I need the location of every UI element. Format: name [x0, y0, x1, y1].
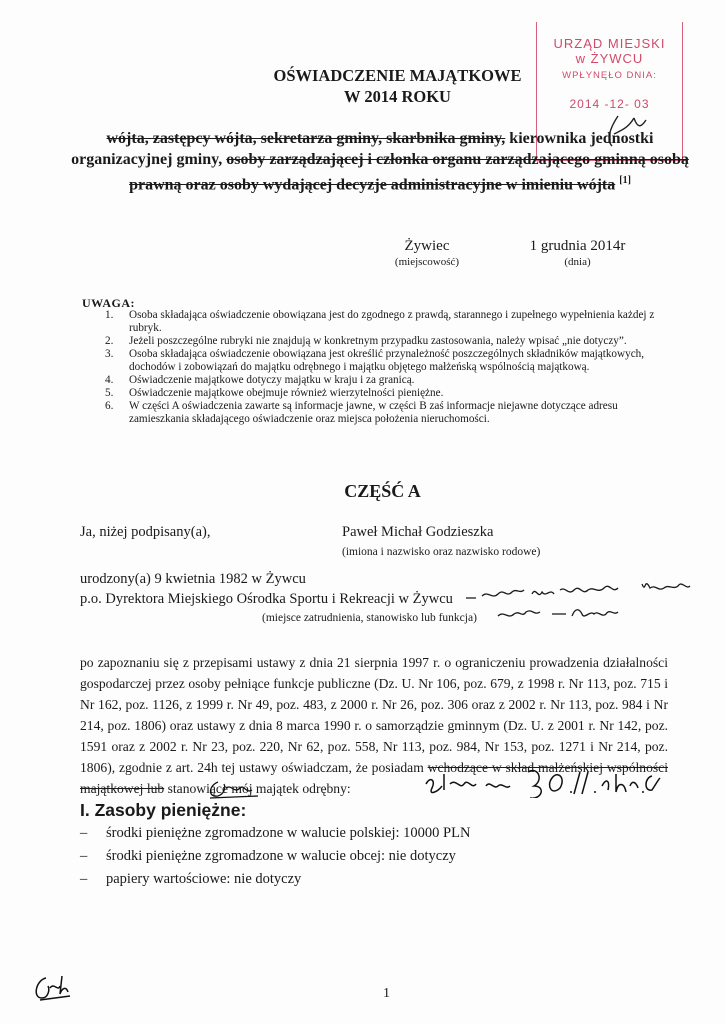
- document-subtitle: W 2014 ROKU: [344, 87, 451, 106]
- cash-resource-item: – papiery wartościowe: nie dotyczy: [80, 868, 470, 891]
- place-caption: (miejscowość): [394, 256, 460, 268]
- declarant-name: Paweł Michał Godzieszka: [342, 524, 494, 540]
- selected-function: kierownika jednostki organizacyjnej gminy,: [71, 130, 654, 168]
- notice-item: [105, 374, 665, 387]
- notice-item-number: 5.: [105, 387, 114, 399]
- notice-item: [105, 335, 665, 348]
- footnote-marker: [1]: [619, 175, 631, 186]
- place-field: [382, 238, 472, 268]
- notice-item-text: Oświadczenie majątkowe obejmuje również wierzytelności pieniężne.: [129, 387, 444, 399]
- place-city: Żywiec: [404, 238, 450, 254]
- notice-item-number: 6.: [105, 400, 114, 412]
- notice-item-text: Osoba składająca oświadczenie obowiązana jest określić przynależność poszczególnych składników majątkowych, dochodów i zobowiązań do majątku odrębnego i majątku objętego małżeńską wspólnością majątkową.: [129, 348, 645, 373]
- notice-item: [105, 348, 665, 374]
- cash-resource-item: – środki pieniężne zgromadzone w walucie polskiej: 10000 PLN: [80, 822, 470, 845]
- notice-item-number: 2.: [105, 335, 114, 347]
- notice-item: [105, 309, 665, 335]
- notice-item: [105, 387, 665, 400]
- date-caption: (dnia): [564, 256, 591, 268]
- notice-item-text: Osoba składająca oświadczenie obowiązana jest do zgodnego z prawdą, starannego i zupełnego wypełnienia każdej z rubryk.: [129, 309, 655, 334]
- notice-item-number: 4.: [105, 374, 114, 386]
- notice-item-text: Jeżeli poszczególne rubryki nie znajdują w konkretnym przypadku zastosowania, należy wpisać „nie dotyczy”.: [129, 335, 627, 347]
- stamp-line-3: WPŁYNĘŁO DNIA:: [562, 70, 657, 81]
- part-a-heading: CZĘŚĆ A: [344, 481, 421, 501]
- struck-functions-2: osoby zarządzającej i członka organu zarządzającego gminną osobą prawną oraz osoby wydającej decyzje administracyjne w imieniu wójta: [129, 151, 689, 194]
- paragraph-end: stanowiące mój majątek odrębny:: [167, 781, 351, 796]
- struck-functions-1: wójta, zastępcy wójta, sekretarza gminy, skarbnika gminy,: [106, 130, 506, 147]
- document-title: OŚWIADCZENIE MAJĄTKOWE: [273, 66, 522, 85]
- stamp-date: 2014 -12- 03: [569, 97, 650, 111]
- handwritten-position-note: [462, 576, 722, 624]
- undersigned-label: Ja, niżej podpisany(a),: [80, 524, 211, 540]
- position-info: p.o. Dyrektora Miejskiego Ośrodka Sportu i Rekreacji w Żywcu: [80, 591, 453, 607]
- place-date: 1 grudnia 2014r: [529, 238, 626, 254]
- date-field: [515, 238, 640, 268]
- handwritten-date-note: [420, 764, 670, 798]
- notice-list: [105, 309, 665, 426]
- cash-resources-list: [80, 822, 470, 891]
- notice-item-text: W części A oświadczenia zawarte są informacje jawne, w części B zaś informacje niejawne dotyczące adresu zamieszkania składającego oświadczenie oraz miejsca położenia nieruchomości.: [129, 400, 618, 425]
- notice-item-number: 3.: [105, 348, 114, 360]
- section-heading-cash: I. Zasoby pieniężne:: [80, 800, 247, 820]
- function-selection: [60, 128, 700, 195]
- birth-info: urodzony(a) 9 kwietnia 1982 w Żywcu: [80, 571, 306, 587]
- paragraph-text: po zapoznaniu się z przepisami ustawy z dnia 21 sierpnia 1997 r. o ograniczeniu prowadzenia działalności gospodarczej przez osoby pełniące funkcje publiczne (Dz. U. Nr 106, poz. 679, z 1998 r. Nr 113, poz. 715 i Nr 162, poz. 1126, z 1999 r. Nr 49, poz. 483, z 2000 r. Nr 26, poz. 306 oraz z 2002 r. Nr 113, poz. 984 i Nr 214, poz. 1806) oraz ustawy z dnia 8 marca 1990 r. o samorządzie gminnym (Dz. U. z 2001 r. Nr 142, poz. 1591 oraz z 2002 r. Nr 23, poz. 220, Nr 62, poz. 558, Nr 113, poz. 984, Nr 153, poz. 1271 i Nr 214, poz. 1806), zgodnie z art. 24h tej ustawy oświadczam, że posiadam: [80, 655, 668, 775]
- stamp-line-1: URZĄD MIEJSKI: [553, 36, 666, 51]
- notice-item-text: Oświadczenie majątkowe dotyczy majątku w kraju i za granicą.: [129, 374, 415, 386]
- notice-item: [105, 400, 665, 426]
- page-number: 1: [383, 986, 390, 1001]
- cash-resource-item: – środki pieniężne zgromadzone w walucie obcej: nie dotyczy: [80, 845, 470, 868]
- stamp-line-2: w ŻYWCU: [575, 51, 644, 66]
- notice-item-number: 1.: [105, 309, 114, 321]
- struck-phrase: wchodzące w skład małżeńskiej wspólności majątkowej lub: [80, 760, 668, 796]
- notice-heading: UWAGA:: [82, 296, 135, 310]
- position-caption: (miejsce zatrudnienia, stanowisko lub funkcja): [262, 612, 477, 624]
- page-signature: [28, 970, 78, 1006]
- strike-initials-signature: [204, 776, 264, 802]
- name-caption: (imiona i nazwisko oraz nazwisko rodowe): [342, 546, 541, 558]
